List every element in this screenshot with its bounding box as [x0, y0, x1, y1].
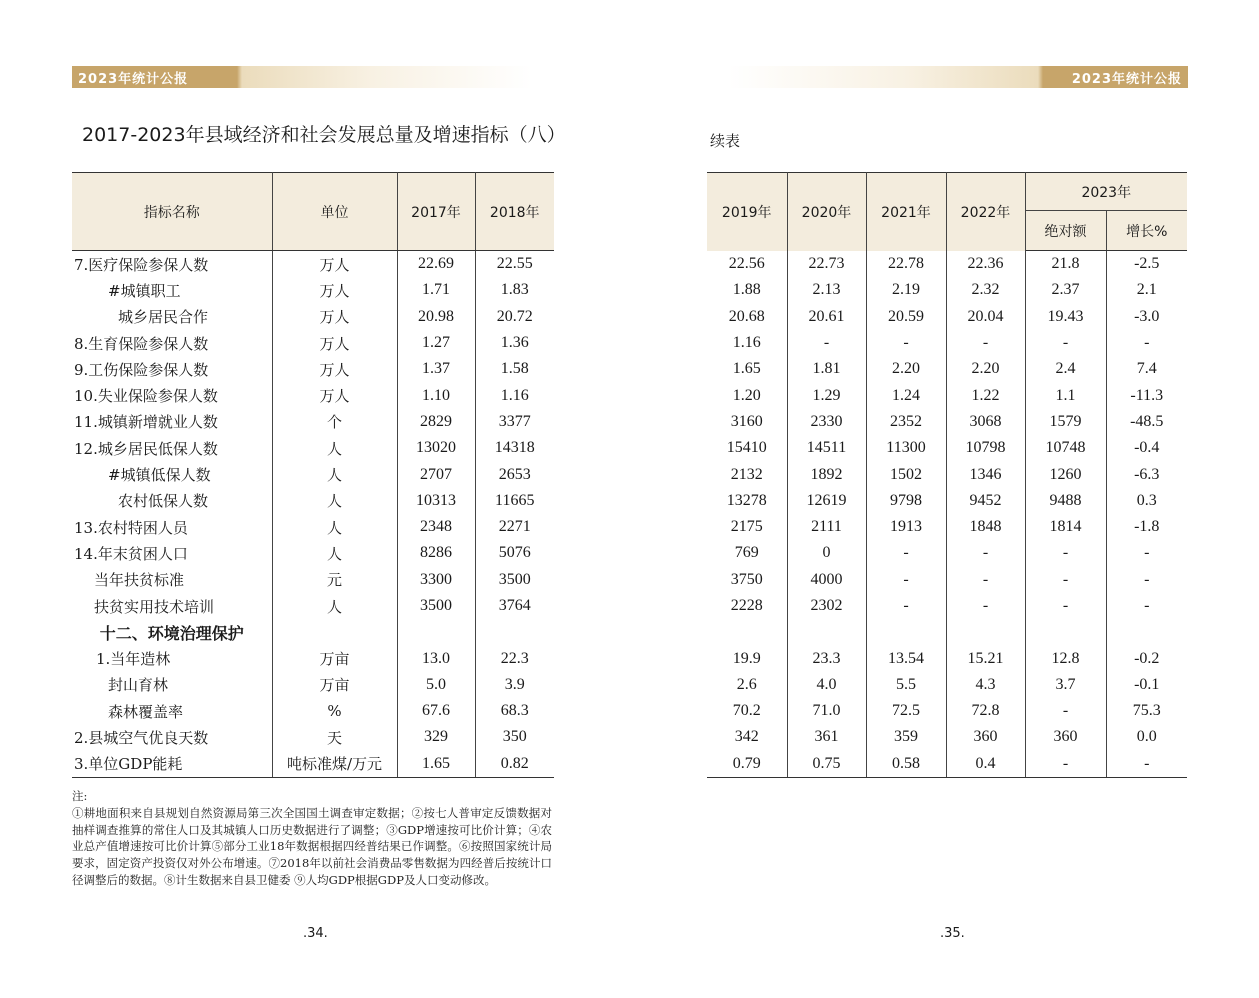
table-row: [72, 304, 554, 330]
unit-cell: 人: [272, 435, 397, 461]
value-cell: 1.65: [707, 356, 787, 382]
value-cell: 75.3: [1106, 698, 1187, 724]
col-header-growth: 增长%: [1106, 211, 1187, 251]
right-page: [630, 0, 1259, 998]
indicator-name: 3.单位GDP能耗: [72, 751, 272, 778]
table-row: [72, 540, 554, 566]
indicator-name: 扶贫实用技术培训: [72, 593, 272, 619]
value-cell: 3068: [946, 409, 1025, 435]
value-cell: 2.20: [866, 356, 946, 382]
value-cell: -: [1025, 751, 1106, 778]
value-cell: -48.5: [1106, 409, 1187, 435]
value-cell: -: [1025, 330, 1106, 356]
value-cell: -: [866, 330, 946, 356]
table-row: [72, 751, 554, 778]
value-cell: 22.3: [475, 645, 554, 671]
value-cell: 11300: [866, 435, 946, 461]
table-row: [707, 672, 1187, 698]
value-cell: 5076: [475, 540, 554, 566]
value-cell: 1.58: [475, 356, 554, 382]
table-row: [72, 435, 554, 461]
value-cell: 1260: [1025, 461, 1106, 487]
value-cell: 13278: [707, 488, 787, 514]
right-table-body: [707, 251, 1187, 778]
value-cell: 19.43: [1025, 304, 1106, 330]
value-cell: 0.75: [787, 751, 866, 778]
value-cell: [397, 619, 475, 645]
value-cell: 2175: [707, 514, 787, 540]
table-row: [72, 277, 554, 303]
value-cell: 2302: [787, 593, 866, 619]
value-cell: 20.98: [397, 304, 475, 330]
value-cell: 21.8: [1025, 251, 1106, 278]
value-cell: 2.13: [787, 277, 866, 303]
unit-cell: 人: [272, 514, 397, 540]
table-row: [72, 645, 554, 671]
value-cell: 0.4: [946, 751, 1025, 778]
table-row: [707, 356, 1187, 382]
value-cell: 4000: [787, 567, 866, 593]
value-cell: 15.21: [946, 645, 1025, 671]
table-row: [72, 567, 554, 593]
value-cell: [707, 619, 787, 645]
table-row: [707, 619, 1187, 645]
table-row: [72, 330, 554, 356]
value-cell: 1579: [1025, 409, 1106, 435]
value-cell: 5.0: [397, 672, 475, 698]
value-cell: 1.71: [397, 277, 475, 303]
value-cell: 1.37: [397, 356, 475, 382]
indicator-name: #城镇职工: [72, 277, 272, 303]
value-cell: 2.1: [1106, 277, 1187, 303]
value-cell: 2352: [866, 409, 946, 435]
value-cell: 350: [475, 724, 554, 750]
indicator-name: 12.城乡居民低保人数: [72, 435, 272, 461]
value-cell: 1.1: [1025, 382, 1106, 408]
indicator-name: 2.县城空气优良天数: [72, 724, 272, 750]
unit-cell: 人: [272, 540, 397, 566]
value-cell: 1.10: [397, 382, 475, 408]
value-cell: 0.82: [475, 751, 554, 778]
value-cell: 9798: [866, 488, 946, 514]
unit-cell: 万人: [272, 277, 397, 303]
value-cell: 12.8: [1025, 645, 1106, 671]
value-cell: 2.19: [866, 277, 946, 303]
table-row: [72, 593, 554, 619]
unit-cell: 万人: [272, 382, 397, 408]
value-cell: 1892: [787, 461, 866, 487]
value-cell: -: [1025, 567, 1106, 593]
indicator-name: 1.当年造林: [72, 645, 272, 671]
table-row: [707, 567, 1187, 593]
unit-cell: 人: [272, 488, 397, 514]
value-cell: [787, 619, 866, 645]
table-row: [707, 330, 1187, 356]
col-header-2017: 2017年: [397, 173, 475, 251]
value-cell: 10313: [397, 488, 475, 514]
table-row: [72, 619, 554, 645]
value-cell: -: [1106, 751, 1187, 778]
value-cell: 2348: [397, 514, 475, 540]
right-table: [707, 172, 1187, 778]
value-cell: 0.3: [1106, 488, 1187, 514]
value-cell: -1.8: [1106, 514, 1187, 540]
value-cell: -3.0: [1106, 304, 1187, 330]
table-row: [707, 645, 1187, 671]
value-cell: -: [1106, 593, 1187, 619]
value-cell: 1848: [946, 514, 1025, 540]
left-table-body: [72, 251, 554, 778]
value-cell: 2653: [475, 461, 554, 487]
table-row: [707, 435, 1187, 461]
value-cell: 0: [787, 540, 866, 566]
value-cell: 14511: [787, 435, 866, 461]
value-cell: 4.3: [946, 672, 1025, 698]
value-cell: 10798: [946, 435, 1025, 461]
value-cell: 1.29: [787, 382, 866, 408]
table-row: [707, 382, 1187, 408]
table-row: [707, 277, 1187, 303]
indicator-name: 当年扶贫标准: [72, 567, 272, 593]
indicator-name: 9.工伤保险参保人数: [72, 356, 272, 382]
col-header-2021: 2021年: [866, 173, 946, 251]
notes-label: 注:: [72, 789, 88, 803]
value-cell: 68.3: [475, 698, 554, 724]
left-header-banner: [72, 66, 532, 88]
indicator-name: 11.城镇新增就业人数: [72, 409, 272, 435]
col-header-2019: 2019年: [707, 173, 787, 251]
table-row: [707, 698, 1187, 724]
indicator-name: 10.失业保险参保人数: [72, 382, 272, 408]
table-row: [72, 251, 554, 278]
value-cell: 71.0: [787, 698, 866, 724]
value-cell: 20.72: [475, 304, 554, 330]
value-cell: -0.4: [1106, 435, 1187, 461]
notes: [72, 788, 552, 889]
indicator-name: 森林覆盖率: [72, 698, 272, 724]
value-cell: 3750: [707, 567, 787, 593]
value-cell: -: [946, 330, 1025, 356]
table-row: [707, 593, 1187, 619]
value-cell: 360: [1025, 724, 1106, 750]
unit-cell: 万人: [272, 251, 397, 278]
value-cell: 14318: [475, 435, 554, 461]
value-cell: 0.79: [707, 751, 787, 778]
value-cell: 9488: [1025, 488, 1106, 514]
value-cell: [475, 619, 554, 645]
value-cell: -: [1106, 330, 1187, 356]
value-cell: -: [1025, 593, 1106, 619]
value-cell: 1.20: [707, 382, 787, 408]
unit-cell: 万人: [272, 330, 397, 356]
value-cell: 0.58: [866, 751, 946, 778]
value-cell: 1.88: [707, 277, 787, 303]
table-row: [72, 488, 554, 514]
value-cell: 13020: [397, 435, 475, 461]
value-cell: 2.6: [707, 672, 787, 698]
value-cell: -: [946, 567, 1025, 593]
value-cell: 12619: [787, 488, 866, 514]
value-cell: 2111: [787, 514, 866, 540]
value-cell: 22.73: [787, 251, 866, 278]
left-table: [72, 172, 554, 778]
indicator-name: 封山育林: [72, 672, 272, 698]
continued-label: 续表: [710, 132, 741, 150]
col-header-2020: 2020年: [787, 173, 866, 251]
right-header-text: 2023年统计公报: [1071, 72, 1182, 87]
value-cell: 3.7: [1025, 672, 1106, 698]
value-cell: 2271: [475, 514, 554, 540]
value-cell: 3500: [475, 567, 554, 593]
unit-cell: 万人: [272, 356, 397, 382]
value-cell: 20.68: [707, 304, 787, 330]
value-cell: 2330: [787, 409, 866, 435]
value-cell: [1025, 619, 1106, 645]
value-cell: 3160: [707, 409, 787, 435]
value-cell: 1814: [1025, 514, 1106, 540]
value-cell: 5.5: [866, 672, 946, 698]
value-cell: -2.5: [1106, 251, 1187, 278]
value-cell: 769: [707, 540, 787, 566]
value-cell: 72.8: [946, 698, 1025, 724]
table-row: [707, 251, 1187, 278]
table-row: [72, 724, 554, 750]
table-row: [707, 461, 1187, 487]
value-cell: 1502: [866, 461, 946, 487]
unit-cell: 人: [272, 461, 397, 487]
value-cell: [946, 619, 1025, 645]
table-row: [72, 672, 554, 698]
value-cell: -: [1025, 698, 1106, 724]
value-cell: 1.83: [475, 277, 554, 303]
col-header-2023: 2023年: [1025, 173, 1187, 211]
value-cell: 2.20: [946, 356, 1025, 382]
indicator-name: 城乡居民合作: [72, 304, 272, 330]
unit-cell: %: [272, 698, 397, 724]
value-cell: 3500: [397, 593, 475, 619]
table-title: 2017-2023年县域经济和社会发展总量及增速指标（八）: [82, 124, 566, 146]
value-cell: 361: [787, 724, 866, 750]
value-cell: 22.56: [707, 251, 787, 278]
value-cell: 1346: [946, 461, 1025, 487]
value-cell: 1.65: [397, 751, 475, 778]
value-cell: -: [946, 593, 1025, 619]
table-row: [72, 461, 554, 487]
value-cell: 22.36: [946, 251, 1025, 278]
value-cell: 13.54: [866, 645, 946, 671]
indicator-name: 农村低保人数: [72, 488, 272, 514]
value-cell: 360: [946, 724, 1025, 750]
value-cell: -: [866, 540, 946, 566]
unit-cell: 个: [272, 409, 397, 435]
indicator-name: 8.生育保险参保人数: [72, 330, 272, 356]
value-cell: 1.36: [475, 330, 554, 356]
value-cell: -0.2: [1106, 645, 1187, 671]
table-row: [707, 488, 1187, 514]
unit-cell: 人: [272, 593, 397, 619]
value-cell: 22.69: [397, 251, 475, 278]
value-cell: 1913: [866, 514, 946, 540]
value-cell: 2829: [397, 409, 475, 435]
value-cell: -: [866, 567, 946, 593]
value-cell: -11.3: [1106, 382, 1187, 408]
left-page-number: .34.: [303, 926, 328, 941]
table-row: [72, 382, 554, 408]
value-cell: 2132: [707, 461, 787, 487]
value-cell: 329: [397, 724, 475, 750]
table-row: [707, 751, 1187, 778]
value-cell: 67.6: [397, 698, 475, 724]
value-cell: -: [866, 593, 946, 619]
table-row: [707, 540, 1187, 566]
right-page-number: .35.: [940, 926, 965, 941]
value-cell: 10748: [1025, 435, 1106, 461]
value-cell: -: [1106, 567, 1187, 593]
unit-cell: 万亩: [272, 672, 397, 698]
value-cell: 22.78: [866, 251, 946, 278]
value-cell: 4.0: [787, 672, 866, 698]
table-row: [72, 409, 554, 435]
value-cell: 20.61: [787, 304, 866, 330]
col-header-indicator: 指标名称: [72, 173, 272, 251]
value-cell: 23.3: [787, 645, 866, 671]
notes-text: ①耕地面积来自县规划自然资源局第三次全国国土调查审定数据；②按七人普审定反馈数据对抽样调查推算的常住人口及其城镇人口历史数据进行了调整；③GDP增速按可比价计算；④农业总产值增速按可比价计算⑤部分工业18年数据根据四经普结果已作调整。⑥按照国家统计局要求，固定资产投资仅对外公布增速。⑦2018年以前社会消费品零售数据为四经普后按统计口径调整后的数据。⑧计生数据来自县卫健委 ⑨人均GDP根据GDP及人口变动修改。: [72, 805, 552, 887]
value-cell: [1106, 619, 1187, 645]
col-header-2022: 2022年: [946, 173, 1025, 251]
value-cell: -: [787, 330, 866, 356]
value-cell: 3300: [397, 567, 475, 593]
left-header-text: 2023年统计公报: [78, 72, 189, 87]
section-heading: 十二、环境治理保护: [72, 619, 272, 645]
value-cell: 8286: [397, 540, 475, 566]
value-cell: -0.1: [1106, 672, 1187, 698]
unit-cell: 天: [272, 724, 397, 750]
col-header-unit: 单位: [272, 173, 397, 251]
value-cell: 2.4: [1025, 356, 1106, 382]
value-cell: 72.5: [866, 698, 946, 724]
value-cell: -: [946, 540, 1025, 566]
value-cell: 2.32: [946, 277, 1025, 303]
unit-cell: 元: [272, 567, 397, 593]
table-row: [72, 514, 554, 540]
value-cell: -: [1106, 540, 1187, 566]
value-cell: 9452: [946, 488, 1025, 514]
value-cell: 1.27: [397, 330, 475, 356]
indicator-name: 13.农村特困人员: [72, 514, 272, 540]
value-cell: 359: [866, 724, 946, 750]
unit-cell: 吨标准煤/万元: [272, 751, 397, 778]
indicator-name: 7.医疗保险参保人数: [72, 251, 272, 278]
value-cell: 3377: [475, 409, 554, 435]
value-cell: 2228: [707, 593, 787, 619]
value-cell: 13.0: [397, 645, 475, 671]
value-cell: 3764: [475, 593, 554, 619]
unit-cell: 万人: [272, 304, 397, 330]
value-cell: -6.3: [1106, 461, 1187, 487]
value-cell: 1.16: [707, 330, 787, 356]
value-cell: 22.55: [475, 251, 554, 278]
table-row: [707, 304, 1187, 330]
value-cell: 20.04: [946, 304, 1025, 330]
value-cell: 0.0: [1106, 724, 1187, 750]
value-cell: -: [1025, 540, 1106, 566]
value-cell: 1.22: [946, 382, 1025, 408]
value-cell: 3.9: [475, 672, 554, 698]
value-cell: 1.81: [787, 356, 866, 382]
value-cell: [866, 619, 946, 645]
value-cell: 70.2: [707, 698, 787, 724]
value-cell: 7.4: [1106, 356, 1187, 382]
value-cell: 11665: [475, 488, 554, 514]
value-cell: 1.24: [866, 382, 946, 408]
col-header-2018: 2018年: [475, 173, 554, 251]
table-row: [707, 409, 1187, 435]
col-header-absolute: 绝对额: [1025, 211, 1106, 251]
value-cell: 342: [707, 724, 787, 750]
indicator-name: #城镇低保人数: [72, 461, 272, 487]
indicator-name: 14.年末贫困人口: [72, 540, 272, 566]
value-cell: 19.9: [707, 645, 787, 671]
value-cell: 1.16: [475, 382, 554, 408]
value-cell: 20.59: [866, 304, 946, 330]
table-row: [72, 356, 554, 382]
unit-cell: [272, 619, 397, 645]
table-row: [707, 514, 1187, 540]
table-row: [707, 724, 1187, 750]
value-cell: 2707: [397, 461, 475, 487]
value-cell: 15410: [707, 435, 787, 461]
table-row: [72, 698, 554, 724]
unit-cell: 万亩: [272, 645, 397, 671]
value-cell: 2.37: [1025, 277, 1106, 303]
right-header-banner: [728, 66, 1188, 88]
